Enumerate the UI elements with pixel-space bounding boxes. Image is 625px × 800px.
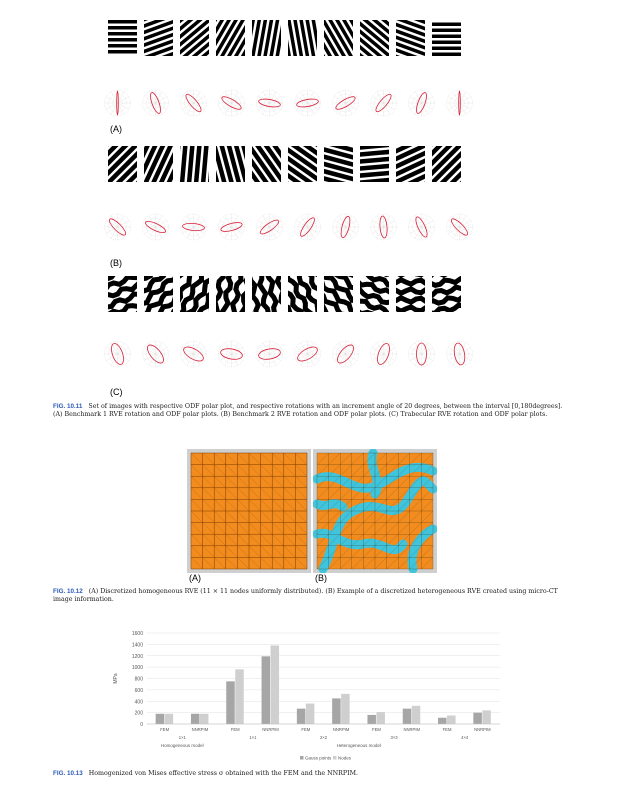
y-tick-label: 1600 (131, 631, 143, 637)
bar (412, 706, 421, 724)
odf-polar-plot (330, 338, 361, 370)
odf-polar-svg (330, 211, 361, 243)
odf-polar-plot (178, 338, 209, 370)
rve-image-tile (180, 20, 209, 56)
odf-polar-svg (368, 87, 399, 119)
rve-image-tile (396, 276, 425, 312)
rve-image (360, 20, 389, 56)
rve-image-tile (108, 20, 137, 56)
bar (376, 712, 385, 724)
rve-image (216, 20, 245, 56)
rve-image-tile (396, 20, 425, 56)
bar (473, 713, 482, 724)
rve-image-tile (144, 146, 173, 182)
rve-image-tile (360, 276, 389, 312)
odf-polar-svg (368, 211, 399, 243)
figure-10-13-id: FIG. 10.13 (53, 770, 83, 777)
odf-polar-plot (140, 211, 171, 243)
odf-polar-plot (254, 338, 285, 370)
legend-swatch (300, 756, 304, 760)
rve-image (360, 146, 389, 182)
rve-image-tile (432, 146, 461, 182)
rve-image (252, 276, 281, 312)
rve-image (108, 276, 137, 312)
odf-polar-svg (178, 338, 209, 370)
y-tick-label: 800 (134, 676, 143, 683)
odf-polar-svg (140, 211, 171, 243)
odf-polar-plot (368, 338, 399, 370)
panel-a-polar-row (102, 87, 475, 119)
group-label: Homogeneous model (160, 743, 204, 748)
odf-polar-svg (216, 338, 247, 370)
odf-polar-svg (178, 211, 209, 243)
figure-10-12-caption (53, 588, 573, 605)
legend-label: Gauss points (305, 755, 332, 761)
odf-polar-plot (254, 87, 285, 119)
bar (297, 709, 306, 724)
x-category-label: NNRPIM (191, 727, 209, 732)
odf-polar-svg (292, 211, 323, 243)
rve-image (108, 146, 137, 182)
y-tick-label: 600 (134, 687, 143, 694)
heterogeneous-mesh (313, 449, 437, 573)
rve-image-tile (360, 146, 389, 182)
odf-polar-svg (292, 338, 323, 370)
rve-image-tile (432, 20, 461, 56)
odf-polar-plot (292, 211, 323, 243)
rve-image-tile (288, 276, 317, 312)
rve-image (324, 20, 353, 56)
odf-polar-svg (102, 87, 133, 119)
y-tick-label: 400 (134, 699, 143, 706)
odf-polar-svg (102, 338, 133, 370)
odf-polar-plot (102, 87, 133, 119)
odf-polar-plot (368, 87, 399, 119)
y-tick-label: 1400 (131, 642, 143, 649)
rve-image (180, 276, 209, 312)
odf-polar-svg (292, 87, 323, 119)
y-axis-label: MPa (113, 673, 119, 684)
odf-polar-plot (406, 87, 437, 119)
rve-image (360, 276, 389, 312)
odf-polar-plot (292, 338, 323, 370)
odf-polar-svg (330, 338, 361, 370)
bar (235, 669, 244, 724)
rve-image-tile (252, 20, 281, 56)
figure-10-12-id: FIG. 10.12 (53, 588, 83, 595)
subgroup-label: 1×1 (249, 735, 257, 740)
odf-polar-svg (368, 338, 399, 370)
bar (226, 681, 235, 724)
odf-polar-svg (444, 338, 475, 370)
bar (447, 715, 456, 724)
bar (403, 709, 412, 724)
rve-image-tile (360, 20, 389, 56)
bar (332, 698, 341, 724)
x-category-label: FEM (230, 727, 240, 732)
panel-a-image-row (108, 20, 461, 56)
rve-image (432, 276, 461, 312)
odf-polar-svg (406, 211, 437, 243)
odf-polar-svg (330, 87, 361, 119)
mesh-a-label: (A) (189, 573, 201, 583)
x-category-label: FEM (160, 727, 170, 732)
rve-image (288, 146, 317, 182)
x-category-label: NNRPIM (262, 727, 279, 732)
rve-image-tile (216, 20, 245, 56)
x-category-label: NNRPIM (474, 727, 491, 732)
rve-image (180, 20, 209, 56)
odf-polar-plot (406, 211, 437, 243)
rve-image-tile (180, 146, 209, 182)
legend-swatch (333, 756, 337, 760)
homogeneous-mesh (187, 449, 311, 573)
bar (156, 714, 165, 724)
odf-polar-plot (292, 87, 323, 119)
panel-b-image-row (108, 146, 461, 182)
odf-polar-plot (330, 87, 361, 119)
x-category-label: NNRPIM (332, 727, 350, 732)
y-tick-label: 200 (134, 710, 143, 717)
rve-image-tile (108, 146, 137, 182)
rve-image (216, 276, 245, 312)
odf-polar-plot (444, 211, 475, 243)
rve-image (144, 20, 173, 56)
rve-image-tile (216, 276, 245, 312)
rve-image-tile (252, 146, 281, 182)
odf-polar-plot (216, 338, 247, 370)
rve-image-tile (144, 20, 173, 56)
rve-image (432, 20, 461, 56)
odf-polar-plot (102, 211, 133, 243)
rve-image-tile (324, 146, 353, 182)
odf-polar-plot (178, 211, 209, 243)
rve-image (396, 146, 425, 182)
odf-polar-svg (444, 211, 475, 243)
odf-polar-svg (140, 338, 171, 370)
odf-polar-svg (216, 87, 247, 119)
x-category-label: FEM (301, 727, 311, 732)
rve-image (180, 146, 209, 182)
rve-image (144, 146, 173, 182)
odf-polar-plot (254, 211, 285, 243)
odf-polar-plot (216, 87, 247, 119)
figure-10-11-caption-text: Set of images with respective ODF polar plot, and respective rotations with an increment angle of 20 degrees, between the interval [0,180degrees]. (A) Benchmark 1 RVE rotation and ODF polar plots. (B) Benchmark 2 RVE rotation and ODF polar plots. (C) Trabecular RVE rotation and ODF polar plots. (53, 403, 563, 419)
figure-10-12-caption-text: (A) Discretized homogeneous RVE (11 × 11 nodes uniformly distributed). (B) Example of a discretized heterogeneous RVE created using micro-CT image information. (53, 588, 558, 604)
rve-image (432, 146, 461, 182)
rve-image (324, 276, 353, 312)
rve-image-tile (324, 20, 353, 56)
rve-image (288, 20, 317, 56)
bar (200, 714, 209, 724)
subgroup-label: 1×1 (178, 735, 186, 740)
odf-polar-svg (254, 338, 285, 370)
bar (165, 714, 174, 724)
rve-image-tile (396, 146, 425, 182)
subgroup-label: 4×4 (461, 735, 469, 740)
y-tick-label: 0 (140, 722, 143, 728)
odf-polar-svg (102, 211, 133, 243)
rve-image-tile (324, 276, 353, 312)
odf-polar-plot (444, 338, 475, 370)
y-tick-label: 1200 (131, 653, 143, 660)
panel-c-image-row (108, 276, 461, 312)
von-mises-bar-chart (105, 625, 505, 770)
odf-polar-svg (254, 211, 285, 243)
odf-polar-plot (140, 87, 171, 119)
homogeneous-mesh-frame (187, 449, 311, 573)
bar (438, 718, 447, 724)
panel-c-label: (C) (110, 387, 123, 397)
bar (306, 704, 315, 724)
odf-polar-svg (444, 87, 475, 119)
odf-polar-svg (254, 87, 285, 119)
x-category-label: NNRPIM (403, 727, 421, 732)
panel-c-polar-row (102, 338, 475, 370)
rve-image (144, 276, 173, 312)
odf-polar-plot (216, 211, 247, 243)
rve-image (108, 20, 137, 56)
rve-image-tile (144, 276, 173, 312)
odf-polar-svg (406, 338, 437, 370)
odf-polar-plot (140, 338, 171, 370)
rve-image-tile (432, 276, 461, 312)
rve-image (252, 20, 281, 56)
bar (262, 656, 271, 724)
odf-polar-plot (178, 87, 209, 119)
group-label: Heterogeneous model (336, 743, 381, 748)
x-category-label: FEM (442, 727, 452, 732)
rve-image (396, 276, 425, 312)
y-tick-label: 1000 (131, 665, 143, 672)
panel-b-polar-row (102, 211, 475, 243)
x-category-label: FEM (372, 727, 381, 732)
bar (367, 715, 376, 724)
bar (341, 694, 350, 724)
rve-image-tile (108, 276, 137, 312)
rve-image-tile (216, 146, 245, 182)
figure-10-11-id: FIG. 10.11 (53, 403, 83, 410)
bar (191, 714, 200, 724)
rve-image (216, 146, 245, 182)
figure-10-11-caption (53, 403, 573, 420)
odf-polar-plot (102, 338, 133, 370)
rve-image-tile (252, 276, 281, 312)
figure-10-13-caption-text: Homogenized von Mises effective stress σ obtained with the FEM and the NNRPIM. (88, 770, 359, 777)
figure-10-13-caption (53, 770, 573, 778)
bar (271, 646, 280, 724)
odf-polar-svg (178, 87, 209, 119)
mesh-b-label: (B) (315, 573, 327, 583)
subgroup-label: 3×3 (390, 735, 398, 740)
bar (482, 710, 491, 724)
subgroup-label: 2×2 (319, 735, 328, 740)
odf-polar-svg (406, 87, 437, 119)
panel-b-label: (B) (110, 258, 122, 268)
rve-image-tile (288, 20, 317, 56)
odf-polar-svg (140, 87, 171, 119)
odf-polar-plot (330, 211, 361, 243)
rve-image-tile (288, 146, 317, 182)
legend-label: Nodes (338, 755, 352, 761)
panel-a-label: (A) (110, 124, 122, 134)
odf-polar-svg (216, 211, 247, 243)
heterogeneous-mesh-frame (313, 449, 437, 573)
rve-image-tile (180, 276, 209, 312)
odf-polar-plot (368, 211, 399, 243)
rve-image (324, 146, 353, 182)
odf-polar-plot (444, 87, 475, 119)
odf-polar-plot (406, 338, 437, 370)
rve-image (396, 20, 425, 56)
rve-image (252, 146, 281, 182)
rve-image (288, 276, 317, 312)
